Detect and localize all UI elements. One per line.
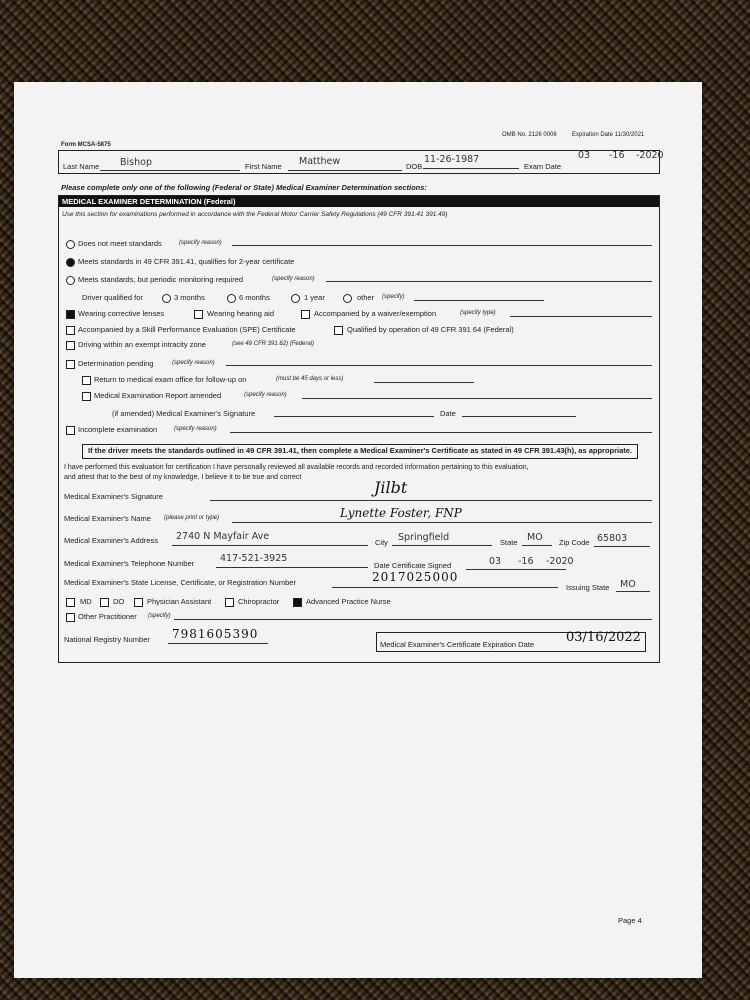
- checkbox-md[interactable]: [66, 598, 75, 607]
- radio-6-months[interactable]: [227, 294, 236, 303]
- pending-line: [226, 365, 652, 366]
- report-amended-label: Medical Examination Report amended: [94, 391, 222, 400]
- radio-3-months[interactable]: [162, 294, 171, 303]
- periodic-line: [326, 281, 652, 282]
- section-intro: Use this section for examinations performed in accordance with the Federal Motor Carrier Safety Regulations (49 CFR 391.41 391.49): [62, 211, 448, 218]
- examiner-name-line: [232, 522, 652, 523]
- date-signed-line: [466, 569, 566, 570]
- opt-not-meet-spec: (specify reason): [179, 240, 222, 246]
- driver-qualified-label: Driver qualified for: [82, 293, 143, 302]
- city-line: [392, 545, 492, 546]
- checkbox-do[interactable]: [100, 598, 109, 607]
- pa-label: Physician Assistant: [147, 597, 212, 606]
- issuing-state-value[interactable]: MO: [620, 579, 636, 590]
- national-registry-value[interactable]: 7981605390: [172, 627, 259, 641]
- issuing-state-line: [616, 591, 650, 592]
- attestation-line-1: I have performed this evaluation for certification I have personally reviewed all available records and recorded information pertaining to this evaluation,: [64, 464, 529, 471]
- checkbox-grandfathered[interactable]: [334, 326, 343, 335]
- attestation-line-2: and attest that to the best of my knowledge, I believe it to be true and correct: [64, 474, 302, 481]
- checkbox-incomplete[interactable]: [66, 426, 75, 435]
- waiver-line: [510, 316, 652, 317]
- radio-periodic-monitoring[interactable]: [66, 276, 75, 285]
- intracity-label: Driving within an exempt intracity zone: [78, 340, 206, 349]
- first-name-label: First Name: [245, 162, 282, 171]
- examiner-name-label: Medical Examiner's Name: [64, 514, 151, 523]
- do-label: DO: [113, 597, 125, 606]
- completion-instruction: Please complete only one of the following (Federal or State) Medical Examiner Determination sections:: [61, 183, 427, 192]
- checkbox-physician-assistant[interactable]: [134, 598, 143, 607]
- phone-value[interactable]: 417-521-3925: [220, 553, 288, 564]
- section-title: MEDICAL EXAMINER DETERMINATION (Federal): [59, 196, 659, 207]
- return-office-spec: (must be 45 days or less): [276, 376, 344, 382]
- checkbox-return-office[interactable]: [82, 376, 91, 385]
- checkbox-report-amended[interactable]: [82, 392, 91, 401]
- radio-does-not-meet[interactable]: [66, 240, 75, 249]
- first-name-line: [288, 170, 402, 171]
- state-label: State: [500, 538, 518, 547]
- checkbox-spe-certificate[interactable]: [66, 326, 75, 335]
- cert-exp-value[interactable]: 03/16/2022: [566, 630, 641, 645]
- apn-label: Advanced Practice Nurse: [306, 597, 391, 606]
- radio-1-year[interactable]: [291, 294, 300, 303]
- license-label: Medical Examiner's State License, Certificate, or Registration Number: [64, 578, 296, 587]
- other-practitioner-label: Other Practitioner: [78, 612, 137, 621]
- checkbox-corrective-lenses[interactable]: [66, 310, 75, 319]
- amended-date-line: [462, 416, 576, 417]
- incomplete-spec: (specify reason): [174, 426, 217, 432]
- cert-exp-label: Medical Examiner's Certificate Expiration Date: [380, 640, 534, 649]
- waiver-label: Accompanied by a waiver/exemption: [314, 309, 437, 318]
- grandfather-label: Qualified by operation of 49 CFR 391 64 (Federal): [347, 325, 514, 334]
- incomplete-label: Incomplete examination: [78, 425, 158, 434]
- radio-meets-standards[interactable]: [66, 258, 75, 267]
- checkbox-chiropractor[interactable]: [225, 598, 234, 607]
- q-other-spec: (specify): [382, 294, 405, 300]
- form-expiration: Expiration Date 11/30/2021: [572, 132, 645, 138]
- last-name-value[interactable]: Bishop: [120, 157, 152, 168]
- state-line: [522, 545, 552, 546]
- checkbox-hearing-aid[interactable]: [194, 310, 203, 319]
- checkbox-other-practitioner[interactable]: [66, 613, 75, 622]
- date-signed-year[interactable]: -2020: [546, 556, 574, 567]
- opt-periodic-label: Meets standards, but periodic monitoring required: [78, 275, 244, 284]
- opt-meets-label: Meets standards in 49 CFR 391.41, qualifies for 2-year certificate: [78, 257, 295, 266]
- pending-label: Determination pending: [78, 359, 154, 368]
- intracity-spec: (see 49 CFR 391.62) (Federal): [232, 341, 315, 347]
- signature-line: [210, 500, 652, 501]
- q-6m-label: 6 months: [239, 293, 270, 302]
- spe-label: Accompanied by a Skill Performance Evaluation (SPE) Certificate: [78, 325, 296, 334]
- return-office-label: Return to medical exam office for follow-up on: [94, 375, 247, 384]
- date-signed-month[interactable]: 03: [489, 556, 502, 567]
- first-name-value[interactable]: Matthew: [299, 156, 341, 167]
- q-1y-label: 1 year: [304, 293, 325, 302]
- license-line: [332, 587, 558, 588]
- page-number: Page 4: [618, 916, 642, 925]
- notice-text: If the driver meets the standards outlined in 49 CFR 391.41, then complete a Medical Examiner's Certificate as stated in 49 CFR 391.43(h), as appropriate.: [88, 446, 633, 455]
- q-3m-label: 3 months: [174, 293, 205, 302]
- return-office-line: [374, 382, 474, 383]
- examiner-signature-value[interactable]: Jilbt: [374, 478, 408, 497]
- opt-periodic-spec: (specify reason): [272, 276, 315, 282]
- last-name-line: [100, 170, 240, 171]
- phone-label: Medical Examiner's Telephone Number: [64, 559, 195, 568]
- zip-line: [594, 546, 650, 547]
- dob-label: DOB: [406, 162, 423, 171]
- amended-sig-line: [274, 416, 434, 417]
- city-label: City: [375, 538, 388, 547]
- examiner-name-hint: (please print or type): [164, 515, 220, 521]
- other-line: [414, 300, 544, 301]
- radio-other[interactable]: [343, 294, 352, 303]
- date-signed-day[interactable]: -16: [518, 556, 534, 567]
- date-signed-label: Date Certificate Signed: [374, 561, 452, 570]
- checkbox-advanced-practice-nurse[interactable]: [293, 598, 302, 607]
- other-practitioner-spec: (specify): [148, 613, 171, 619]
- address-label: Medical Examiner's Address: [64, 536, 158, 545]
- checkbox-determination-pending[interactable]: [66, 360, 75, 369]
- dob-line: [423, 168, 519, 169]
- address-line: [172, 545, 368, 546]
- last-name-label: Last Name: [63, 162, 100, 171]
- report-amended-spec: (specify reason): [244, 392, 287, 398]
- pending-spec: (specify reason): [172, 360, 215, 366]
- other-practitioner-line: [174, 619, 652, 620]
- national-registry-line: [168, 643, 268, 644]
- zip-label: Zip Code: [559, 538, 590, 547]
- not-meet-line: [232, 245, 652, 246]
- exam-date-year[interactable]: -2020: [636, 150, 664, 161]
- amended-date-label: Date: [440, 409, 456, 418]
- checkbox-waiver[interactable]: [301, 310, 310, 319]
- form-page: [14, 82, 702, 978]
- checkbox-intracity-zone[interactable]: [66, 341, 75, 350]
- national-registry-label: National Registry Number: [64, 635, 150, 644]
- state-value[interactable]: MO: [527, 532, 543, 543]
- issuing-state-label: Issuing State: [566, 583, 610, 592]
- wearing-aid-label: Wearing hearing aid: [207, 309, 274, 318]
- report-amended-line: [302, 398, 652, 399]
- form-id: Form MCSA-5875: [61, 142, 111, 148]
- exam-date-label: Exam Date: [524, 162, 562, 171]
- exam-date-month[interactable]: 03: [578, 150, 591, 161]
- waiver-spec: (specify type): [460, 310, 496, 316]
- incomplete-line: [230, 432, 652, 433]
- amended-sig-label: (if amended) Medical Examiner's Signature: [112, 409, 256, 418]
- license-value[interactable]: 2017025000: [372, 570, 459, 584]
- examiner-name-value[interactable]: Lynette Foster, FNP: [340, 506, 462, 520]
- zip-value[interactable]: 65803: [597, 533, 628, 544]
- omb-number: OMB No. 2126 0006: [502, 132, 557, 138]
- opt-not-meet-label: Does not meet standards: [78, 239, 162, 248]
- phone-line: [216, 567, 368, 568]
- exam-date-day[interactable]: -16: [609, 150, 625, 161]
- address-value[interactable]: 2740 N Mayfair Ave: [176, 531, 270, 542]
- wearing-lenses-label: Wearing corrective lenses: [78, 309, 165, 318]
- q-other-label: other: [357, 293, 375, 302]
- md-label: MD: [80, 597, 92, 606]
- city-value[interactable]: Springfield: [398, 532, 450, 543]
- chiro-label: Chiropractor: [238, 597, 280, 606]
- dob-value[interactable]: 11-26-1987: [424, 154, 480, 165]
- examiner-signature-label: Medical Examiner's Signature: [64, 492, 163, 501]
